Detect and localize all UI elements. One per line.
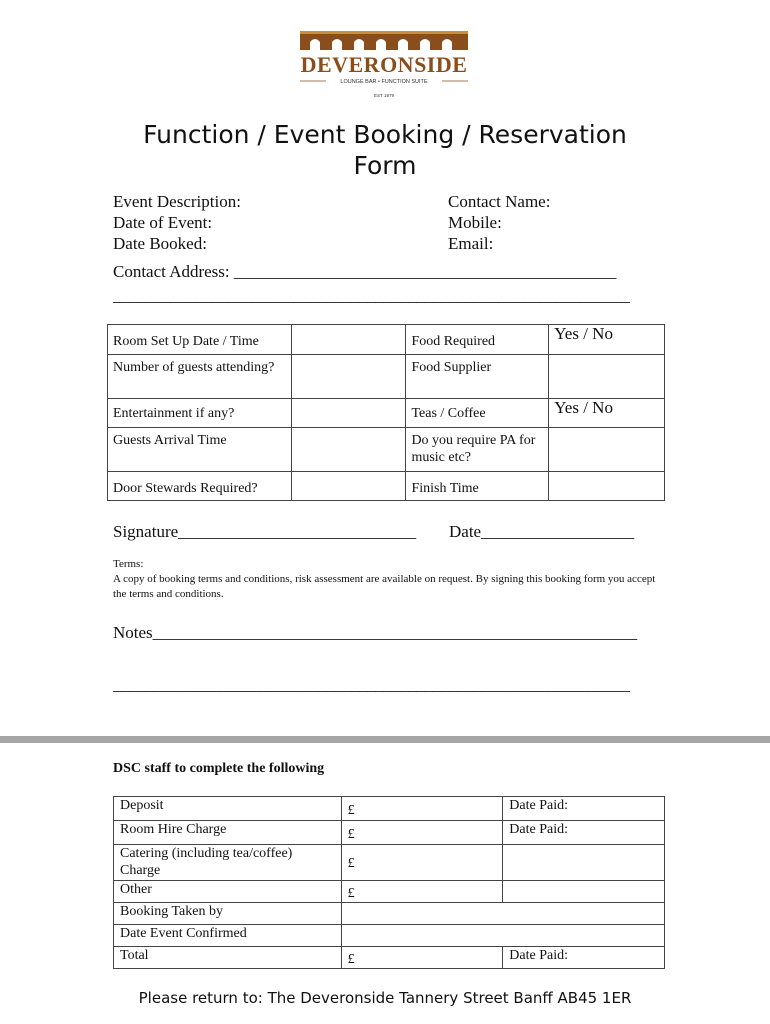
booking-taken-input[interactable] [341, 903, 664, 925]
number-of-guests-input[interactable] [291, 355, 406, 399]
event-details-table [107, 324, 665, 501]
date-field[interactable]: Date__________________ [449, 522, 635, 541]
catering-date[interactable] [503, 845, 665, 881]
room-hire-amount[interactable]: £ [341, 821, 503, 845]
deveronside-logo [296, 28, 472, 100]
other-amount[interactable]: £ [341, 881, 503, 903]
contact-info-fields [448, 191, 550, 254]
room-hire-label: Room Hire Charge [114, 821, 342, 845]
table-row [114, 845, 665, 881]
total-date-paid[interactable]: Date Paid: [503, 947, 665, 969]
notes-field[interactable]: Notes_________________________________________________________ [113, 623, 638, 642]
arrival-time-label: Guests Arrival Time [108, 428, 292, 472]
finish-time-input[interactable] [549, 472, 665, 501]
event-info-fields [113, 191, 241, 254]
catering-label: Catering (including tea/coffee) Charge [114, 845, 342, 881]
terms-section [113, 557, 658, 602]
deposit-date-paid[interactable]: Date Paid: [503, 797, 665, 821]
pa-music-input[interactable] [549, 428, 665, 472]
title-line-2: Form [353, 151, 417, 180]
food-required-yes-no[interactable]: Yes / No [549, 325, 665, 355]
date-confirmed-input[interactable] [341, 925, 664, 947]
contact-address-line-2[interactable]: _______________________________________________________________ [113, 286, 630, 305]
svg-text:DEVERONSIDE: DEVERONSIDE [300, 52, 468, 77]
table-row [114, 903, 665, 925]
door-stewards-input[interactable] [291, 472, 406, 501]
svg-text:EST 1979: EST 1979 [374, 93, 394, 98]
food-supplier-label: Food Supplier [406, 355, 549, 399]
number-of-guests-label: Number of guests attending? [108, 355, 292, 399]
finish-time-label: Finish Time [406, 472, 549, 501]
door-stewards-label: Door Stewards Required? [108, 472, 292, 501]
room-setup-label: Room Set Up Date / Time [108, 325, 292, 355]
terms-text: A copy of booking terms and conditions, risk assessment are available on request. By signing this booking form you accept the terms and conditions. [113, 573, 656, 600]
mobile-label: Mobile: [448, 213, 502, 232]
arrival-time-input[interactable] [291, 428, 406, 472]
email-label: Email: [448, 234, 494, 253]
pa-music-label: Do you require PA for music etc? [406, 428, 549, 472]
staff-table [113, 796, 665, 969]
table-row [114, 881, 665, 903]
deposit-label: Deposit [114, 797, 342, 821]
entertainment-input[interactable] [291, 399, 406, 428]
form-title [0, 119, 770, 181]
section-divider [0, 736, 770, 743]
total-label: Total [114, 947, 342, 969]
bridge-arches-icon [296, 28, 472, 100]
food-required-label: Food Required [406, 325, 549, 355]
teas-coffee-label: Teas / Coffee [406, 399, 549, 428]
contact-name-label: Contact Name: [448, 192, 551, 211]
other-label: Other [114, 881, 342, 903]
room-hire-date-paid[interactable]: Date Paid: [503, 821, 665, 845]
title-line-1: Function / Event Booking / Reservation [143, 120, 627, 149]
table-row [114, 925, 665, 947]
teas-coffee-yes-no[interactable]: Yes / No [549, 399, 665, 428]
return-address: Please return to: The Deveronside Tannery Street Banff AB45 1ER [138, 989, 632, 1007]
staff-section-heading: DSC staff to complete the following [113, 761, 325, 776]
table-row [108, 472, 665, 501]
table-row [108, 325, 665, 355]
deposit-amount[interactable]: £ [341, 797, 503, 821]
table-row [114, 947, 665, 969]
catering-amount[interactable]: £ [341, 845, 503, 881]
table-row [108, 355, 665, 399]
event-description-label: Event Description: [113, 192, 241, 211]
booking-taken-label: Booking Taken by [114, 903, 342, 925]
table-row [114, 821, 665, 845]
room-setup-input[interactable] [291, 325, 406, 355]
terms-heading: Terms: [113, 558, 144, 570]
notes-line-2[interactable]: _______________________________________________________________ [113, 675, 630, 694]
contact-address-field[interactable]: Contact Address: _____________________________________________ [113, 262, 617, 281]
date-booked-label: Date Booked: [113, 234, 207, 253]
entertainment-label: Entertainment if any? [108, 399, 292, 428]
date-of-event-label: Date of Event: [113, 213, 213, 232]
food-supplier-input[interactable] [549, 355, 665, 399]
table-row [108, 428, 665, 472]
total-amount[interactable]: £ [341, 947, 503, 969]
signature-field[interactable]: Signature____________________________ [113, 522, 417, 541]
table-row [114, 797, 665, 821]
date-confirmed-label: Date Event Confirmed [114, 925, 342, 947]
table-row [108, 399, 665, 428]
svg-text:LOUNGE BAR • FUNCTION SUITE: LOUNGE BAR • FUNCTION SUITE [340, 79, 428, 85]
other-date[interactable] [503, 881, 665, 903]
